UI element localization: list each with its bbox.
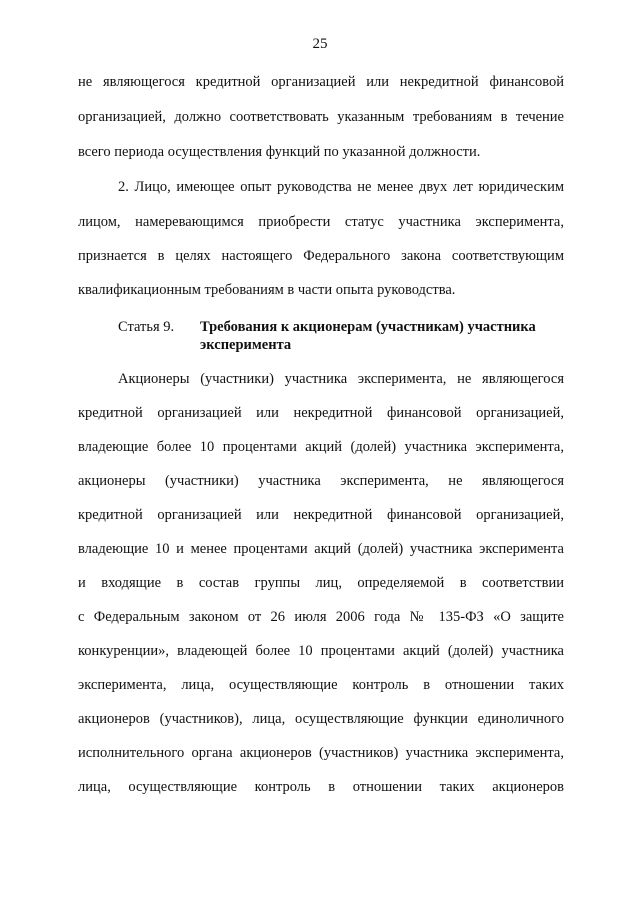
paragraph3-line: Акционеры (участники) участника эксперимента, не являющегося (118, 371, 564, 387)
paragraph1-line: организацией, должно соответствовать указанным требованиям в течение (78, 109, 564, 125)
article-label: Статья 9. (118, 319, 175, 335)
paragraph3-line: эксперимента, лица, осуществляющие контроль в отношении таких (78, 677, 564, 693)
paragraph1-line: не являющегося кредитной организацией или некредитной финансовой (78, 74, 564, 90)
paragraph3-line: акционеры (участники) участника эксперимента, не являющегося (78, 473, 564, 489)
article-title-line: Требования к акционерам (участникам) участника (200, 319, 536, 335)
paragraph3-line: с Федеральным законом от 26 июля 2006 года № 135-ФЗ «О защите (78, 609, 564, 625)
article-title (200, 318, 580, 354)
paragraph2-line: лицом, намеревающимся приобрести статус участника эксперимента, (78, 214, 564, 230)
paragraph3-line: исполнительного органа акционеров (участников) участника эксперимента, (78, 745, 564, 761)
paragraph3-line: и входящие в состав группы лиц, определяемой в соответствии (78, 575, 564, 591)
page-number: 25 (312, 36, 328, 52)
paragraph1-line: всего периода осуществления функций по указанной должности. (78, 144, 481, 160)
paragraph3-line: кредитной организацией или некредитной финансовой организацией, (78, 507, 564, 523)
article-title-line: эксперимента (200, 337, 292, 353)
paragraph2-line: 2. Лицо, имеющее опыт руководства не менее двух лет юридическим (118, 179, 564, 195)
paragraph3-line: владеющие 10 и менее процентами акций (долей) участника эксперимента (78, 541, 564, 557)
paragraph3-line: кредитной организацией или некредитной финансовой организацией, (78, 405, 564, 421)
paragraph2-line: квалификационным требованиям в части опыта руководства. (78, 282, 456, 298)
paragraph3-line: владеющие более 10 процентами акций (долей) участника эксперимента, (78, 439, 564, 455)
paragraph2-line: признается в целях настоящего Федерального закона соответствующим (78, 248, 564, 264)
paragraph3-line: конкуренции», владеющей более 10 процентами акций (долей) участника (78, 643, 564, 659)
paragraph3-line: лица, осуществляющие контроль в отношении таких акционеров (78, 779, 564, 795)
paragraph3-line: акционеров (участников), лица, осуществляющие функции единоличного (78, 711, 564, 727)
